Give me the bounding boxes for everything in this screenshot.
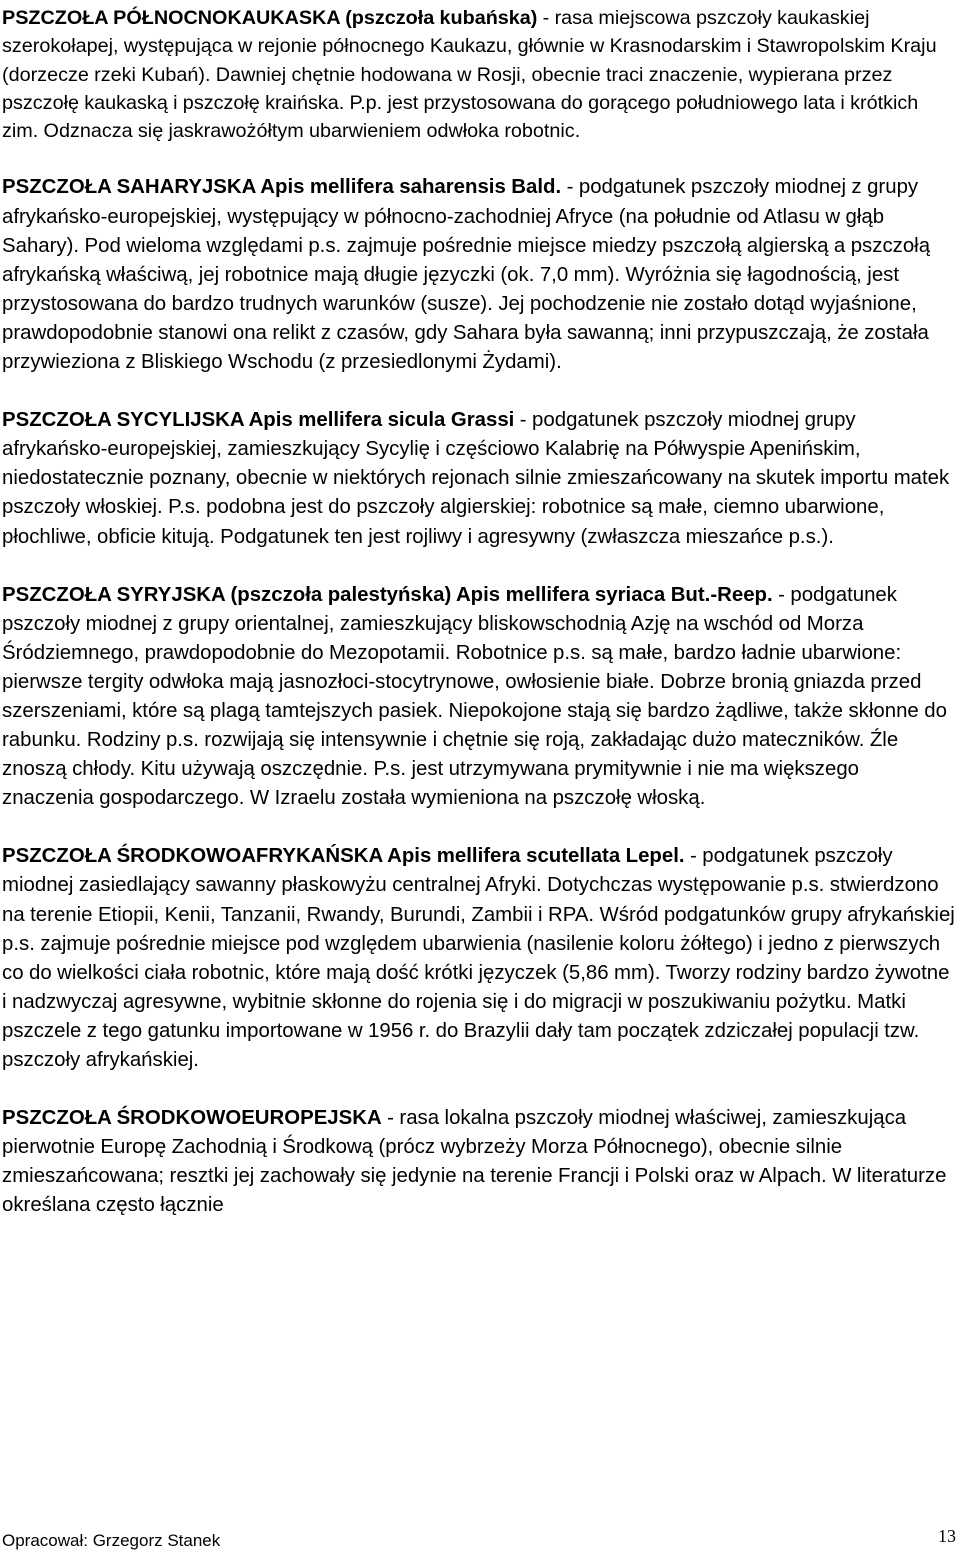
- entry-pszczola-polnocnokaukaska: [2, 4, 956, 145]
- entry-pszczola-srodkowoafrykanska: [2, 842, 956, 1075]
- entry-text: - podgatunek pszczoły miodnej z grupy orientalnej, zamieszkujący bliskowschodnią Azję na wschód od Morza Śródziemnego, prawdopodobnie do Mezopotamii. Robotnice p.s. są małe, bardzo ładnie ubarwione: pierwsze tergity odwłoka mają jasnozłoci-stocytrynowe, owłosienie białe. Dobrze bronią gniazda przed szerszeniami, które są plagą tamtejszych pasiek. Niepokojone stają się bardzo żądliwe, także skłonne do rabunku. Rodziny p.s. rozwijają się intensywnie i chętnie się roją, zakładając dużo mateczników. Źle znoszą chłody. Kitu używają oszczędnie. P.s. jest utrzymywana prymitywnie i nie ma większego znaczenia gospodarczego. W Izraelu została wymieniona na pszczołę włoską.: [2, 583, 947, 810]
- entry-text: - podgatunek pszczoły miodnej zasiedlający sawanny płaskowyżu centralnej Afryki. Dotychczas występowanie p.s. stwierdzono na terenie Etiopii, Kenii, Tanzanii, Rwandy, Burundi, Zambii i RPA. Wśród podgatunków grupy afrykańskiej p.s. zajmuje pośrednie miejsce pod względem ubarwienia (nasilenie koloru żółtego) i jedno z pierwszych co do wielkości ciała robotnic, które mają dość krótki języczek (5,86 mm). Tworzy rodziny bardzo żywotne i nadzwyczaj agresywne, wybitnie skłonne do rojenia się i do migracji w poszukiwaniu pożytku. Matki pszczele z tego gatunku importowane w 1956 r. do Brazylii dały tam początek zdziczałej populacji tzw. pszczoły afrykańskiej.: [2, 845, 955, 1072]
- entry-text: - podgatunek pszczoły miodnej z grupy afrykańsko-europejskiej, występujący w północno-zachodniej Afryce (na południe od Atlasu w głąb Sahary). Pod wieloma względami p.s. zajmuje pośrednie miejsce miedzy pszczołą algierską a pszczołą afrykańską właściwą, jej robotnice mają długie języczki (ok. 7,0 mm). Wyróżnia się łagodnością, jest przystosowana do bardzo trudnych warunków (susze). Jej pochodzenie nie zostało dotąd wyjaśnione, prawdopodobnie stanowi ona relikt z czasów, gdy Sahara była sawanną; inni przypuszczają, że została przywieziona z Bliskiego Wschodu (z przesiedlonymi Żydami).: [2, 176, 931, 374]
- entry-term: PSZCZOŁA SAHARYJSKA Apis mellifera saharensis Bald.: [2, 176, 562, 199]
- entry-term: PSZCZOŁA PÓŁNOCNOKAUKASKA (pszczoła kubańska): [2, 7, 538, 29]
- entry-term: PSZCZOŁA SYCYLIJSKA Apis mellifera sicula Grassi: [2, 409, 515, 432]
- entry-term: PSZCZOŁA SYRYJSKA (pszczoła palestyńska) Apis mellifera syriaca But.-Reep.: [2, 583, 773, 606]
- entry-text: - rasa miejscowa pszczoły kaukaskiej szerokołapej, występująca w rejonie północnego Kaukazu, głównie w Krasnodarskim i Stawropolskim Kraju (dorzecze rzeki Kubań). Dawniej chętnie hodowana w Rosji, obecnie traci znaczenie, wypierana przez pszczołę kaukaską i pszczołę kraińska. P.p. jest przystosowana do gorącego południowego lata i krótkich zim. Odznacza się jaskrawożółtym ubarwieniem odwłoka robotnic.: [2, 7, 937, 143]
- entry-pszczola-saharyjska: [2, 173, 956, 377]
- entry-term: PSZCZOŁA ŚRODKOWOEUROPEJSKA: [2, 1107, 382, 1130]
- entry-term: PSZCZOŁA ŚRODKOWOAFRYKAŃSKA Apis mellifera scutellata Lepel.: [2, 845, 685, 868]
- entry-text: - podgatunek pszczoły miodnej grupy afrykańsko-europejskiej, zamieszkujący Sycylię i częściowo Kalabrię na Półwyspie Apenińskim, niedostatecznie poznany, obecnie w niektórych rejonach silnie zmieszańcowany na skutek importu matek pszczoły włoskiej. P.s. podobna jest do pszczoły algierskiej: robotnice są małe, ciemno ubarwione, płochliwe, obficie kitują. Podgatunek ten jest rojliwy i agresywny (zwłaszcza mieszańce p.s.).: [2, 409, 950, 548]
- encyclopedia-content: [2, 4, 956, 1220]
- entry-pszczola-sycylijska: [2, 406, 956, 551]
- footer-author: Opracował: Grzegorz Stanek: [2, 1531, 221, 1550]
- entry-pszczola-srodkowoeuropejska: [2, 1104, 956, 1220]
- entry-pszczola-syryjska: [2, 581, 956, 814]
- page-number: 13: [938, 1526, 956, 1546]
- entry-text: - rasa lokalna pszczoły miodnej właściwej, zamieszkująca pierwotnie Europę Zachodnią i Środkową (prócz wybrzeży Morza Północnego), obecnie silnie zmieszańcowana; resztki jej zachowały się jedynie na terenie Francji i Polski oraz w Alpach. W literaturze określana często łącznie: [2, 1107, 947, 1217]
